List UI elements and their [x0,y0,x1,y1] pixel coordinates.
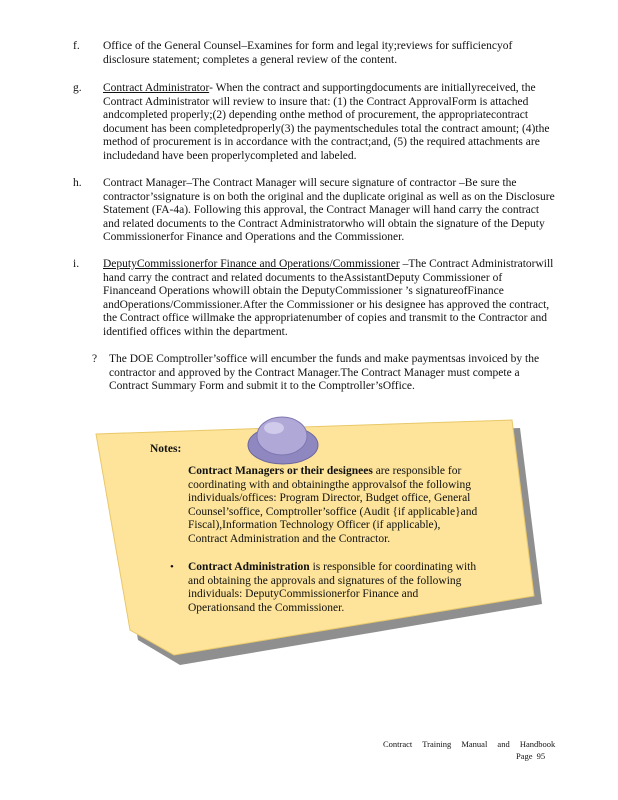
note-2 [188,561,478,615]
note-1-text: are responsible for coordinating with and obtainingthe approvalsof the following individuals/offices: Program Director, Budget office, General Counsel’soffice, Comptroller’soffice (Audit {if applicable}and Fiscal),Information Technology Officer (if applicable), Contract Administration and the Contractor. [188,465,478,545]
item-letter: g. [73,82,82,94]
item-letter: h. [73,177,82,189]
item-title: DeputyCommissionerfor Finance and Operations/Commissioner [103,258,400,270]
page-footer [383,738,556,761]
item-letter: i. [73,258,80,270]
footer-title: Contract Training Manual and Handbook [383,739,556,749]
item-title: Contract Manager [103,177,187,189]
item-title: Contract Administrator [103,82,210,94]
item-text: –The Contract Manager will secure signature of contractor –Be sure the contractor’ssignature is on both the original and the duplicate original as well as on the Disclosure Statement (FA-4a). Following this approval, the Contract Manager will hand carry the contract and related documents to the Contract Administratorwho will obtain the signature of the Deputy Commissionerfor Finance and Operations and the Commissioner. [103,177,555,244]
page-number: Page 95 [516,751,546,761]
bullet-body: The DOE Comptroller’soffice will encumber the funds and make paymentsas invoiced by the contractor and approved by the Contract Manager.The Contract Manager must compete a Contract Summary Form and submit it to the Comptroller’sOffice. [109,353,540,393]
item-text: –The Contract Administratorwill hand carry the contract and related documents to theAssistantDeputy Commissioner of Financeand Operations whowill obtain the DeputyCommissioner ’s signatureofFinance andOperations/Commissioner.After the Commissioner or his designee has approved the contract, the Contract office willmake the appropriatenumber of copies and transmit to the Contractor and identified offices within the department. [103,258,554,338]
pushpin-icon [248,417,318,464]
item-letter: f. [73,40,80,52]
bullet-marker: ? [92,353,98,365]
note-2-bold: Contract Administration [188,561,310,573]
note-2-text: is responsible for coordinating with and obtaining the approvals and signatures of the following individuals: DeputyCommissionerfor Finance and Operationsand the Commissioner. [188,561,477,614]
item-text: Office of the General Counsel–Examines for form and legal ity;reviews for sufficiencyof disclosure statement; completes a general review of the content. [103,40,513,66]
note-2-marker: • [170,561,174,573]
notes-title: Notes: [150,443,182,455]
item-text: - When the contract and supportingdocuments are initiallyreceived, the Contract Administrator will review to insure that: (1) the Contract ApprovalForm is attached andcompleted properly;(2) depending onthe method of procurement, the appropriatecontract document has been completedproperly(3) the paymentschedules total the contract amount; (4)the method of procurement is in accordance with the contract;and, (5) the required attachments are includedand have been properlycompleted and labeled. [103,82,550,162]
note-1 [188,465,478,547]
note-1-bold: Contract Managers or their designees [188,465,373,477]
